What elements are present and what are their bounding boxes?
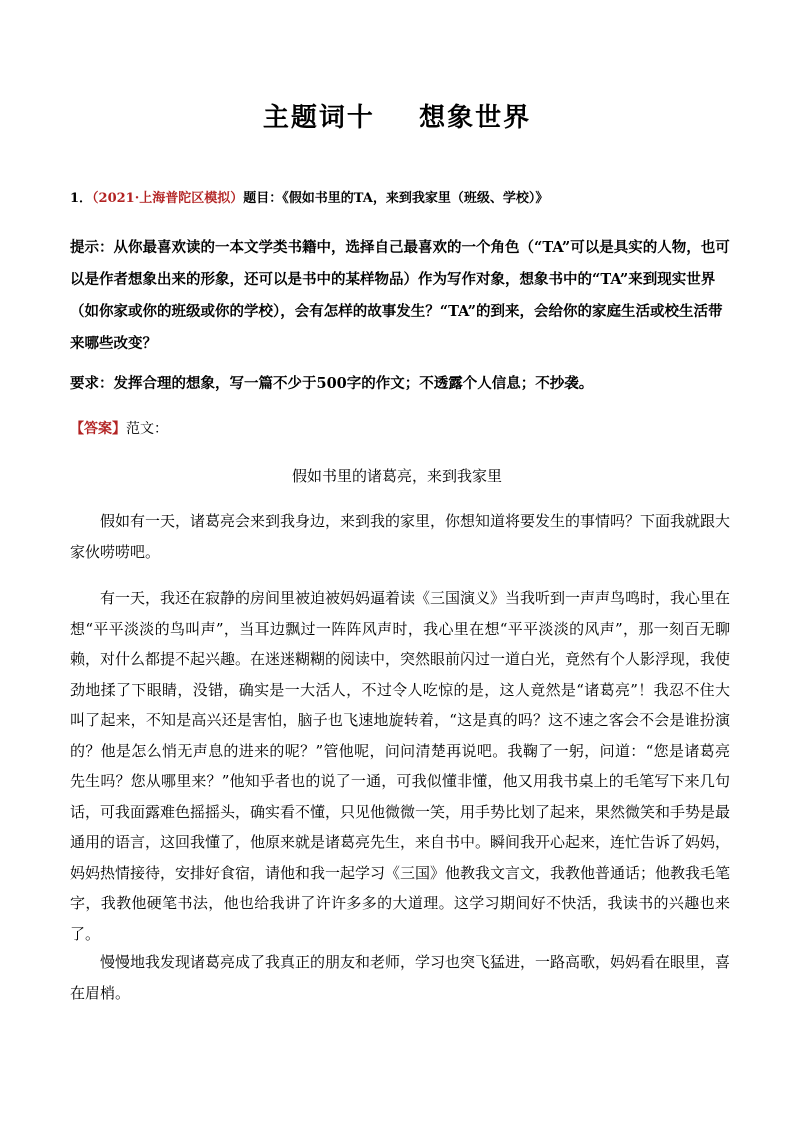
- hint-text: 提示：从你最喜欢读的一本文学类书籍中，选择自己最喜欢的一个角色（“TA”可以是具实的人物，也可以是作者想象出来的形象，还可以是书中的某样物品）作为写作对象，想象书中的“TA”来到现实世界（如你家或你的班级或你的学校），会有怎样的故事发生？“TA”的到来，会给你的家庭生活或校生活带来哪些改变？: [70, 239, 730, 352]
- question-prompt: 题目：《假如书里的TA，来到我家里（班级、学校）》: [243, 191, 549, 206]
- question-number: 1．: [70, 191, 93, 206]
- essay-title: 假如书里的诸葛亮，来到我家里: [291, 467, 502, 485]
- answer-line: [70, 417, 168, 441]
- requirement-text: 要求：发挥合理的想象，写一篇不少于500字的作文；不透露个人信息；不抄袭。: [70, 375, 594, 392]
- question-line: [70, 189, 730, 209]
- essay-paragraph: 有一天，我还在寂静的房间里被迫被妈妈逼着读《三国演义》当我听到一声声鸟鸣时，我心里在想“平平淡淡的鸟叫声”，当耳边飘过一阵阵风声时，我心里在想“平平淡淡的风声”，那一刻百无聊赖，对什么都提不起兴趣。在迷迷糊糊的阅读中，突然眼前闪过一道白光，竟然有个人影浮现，我使劲地揉了下眼睛，没错，确实是一大活人，不过令人吃惊的是，这人竟然是“诸葛亮”！我忍不住大叫了起来，不知是高兴还是害怕，脑子也飞速地旋转着，“这是真的吗？这不速之客会不会是谁扮演的？他是怎么悄无声息的进来的呢？”管他呢，问问清楚再说吧。我鞠了一躬，问道：“您是诸葛亮先生吗？您从哪里来？”他知乎者也的说了一通，可我似懂非懂，他又用我书桌上的毛笔写下来几句话，可我面露难色摇摇头，确实看不懂，只见他微微一笑，用手势比划了起来，果然微笑和手势是最通用的语言，这回我懂了，他原来就是诸葛亮先生，来自书中。瞬间我开心起来，连忙告诉了妈妈，妈妈热情接待，安排好食宿，请他和我一起学习《三国》他教我文言文，我教他普通话；他教我毛笔字，我教他硬笔书法，他也给我讲了许许多多的大道理。这学习期间好不快活，我读书的兴趣也来了。: [70, 589, 731, 943]
- page-title: 主题词十 想象世界: [262, 103, 532, 133]
- answer-tag: 【答案】: [70, 421, 126, 437]
- question-source: （2021·上海普陀区模拟）: [92, 191, 244, 206]
- essay-paragraph: 假如有一天，诸葛亮会来到我身边，来到我的家里，你想知道将要发生的事情吗？下面我就跟大家伙唠唠吧。: [70, 512, 731, 561]
- essay-paragraph: 慢慢地我发现诸葛亮成了我真正的朋友和老师，学习也突飞猛进，一路高歌，妈妈看在眼里，喜在眉梢。: [70, 953, 731, 1002]
- answer-label: 范文：: [126, 421, 168, 437]
